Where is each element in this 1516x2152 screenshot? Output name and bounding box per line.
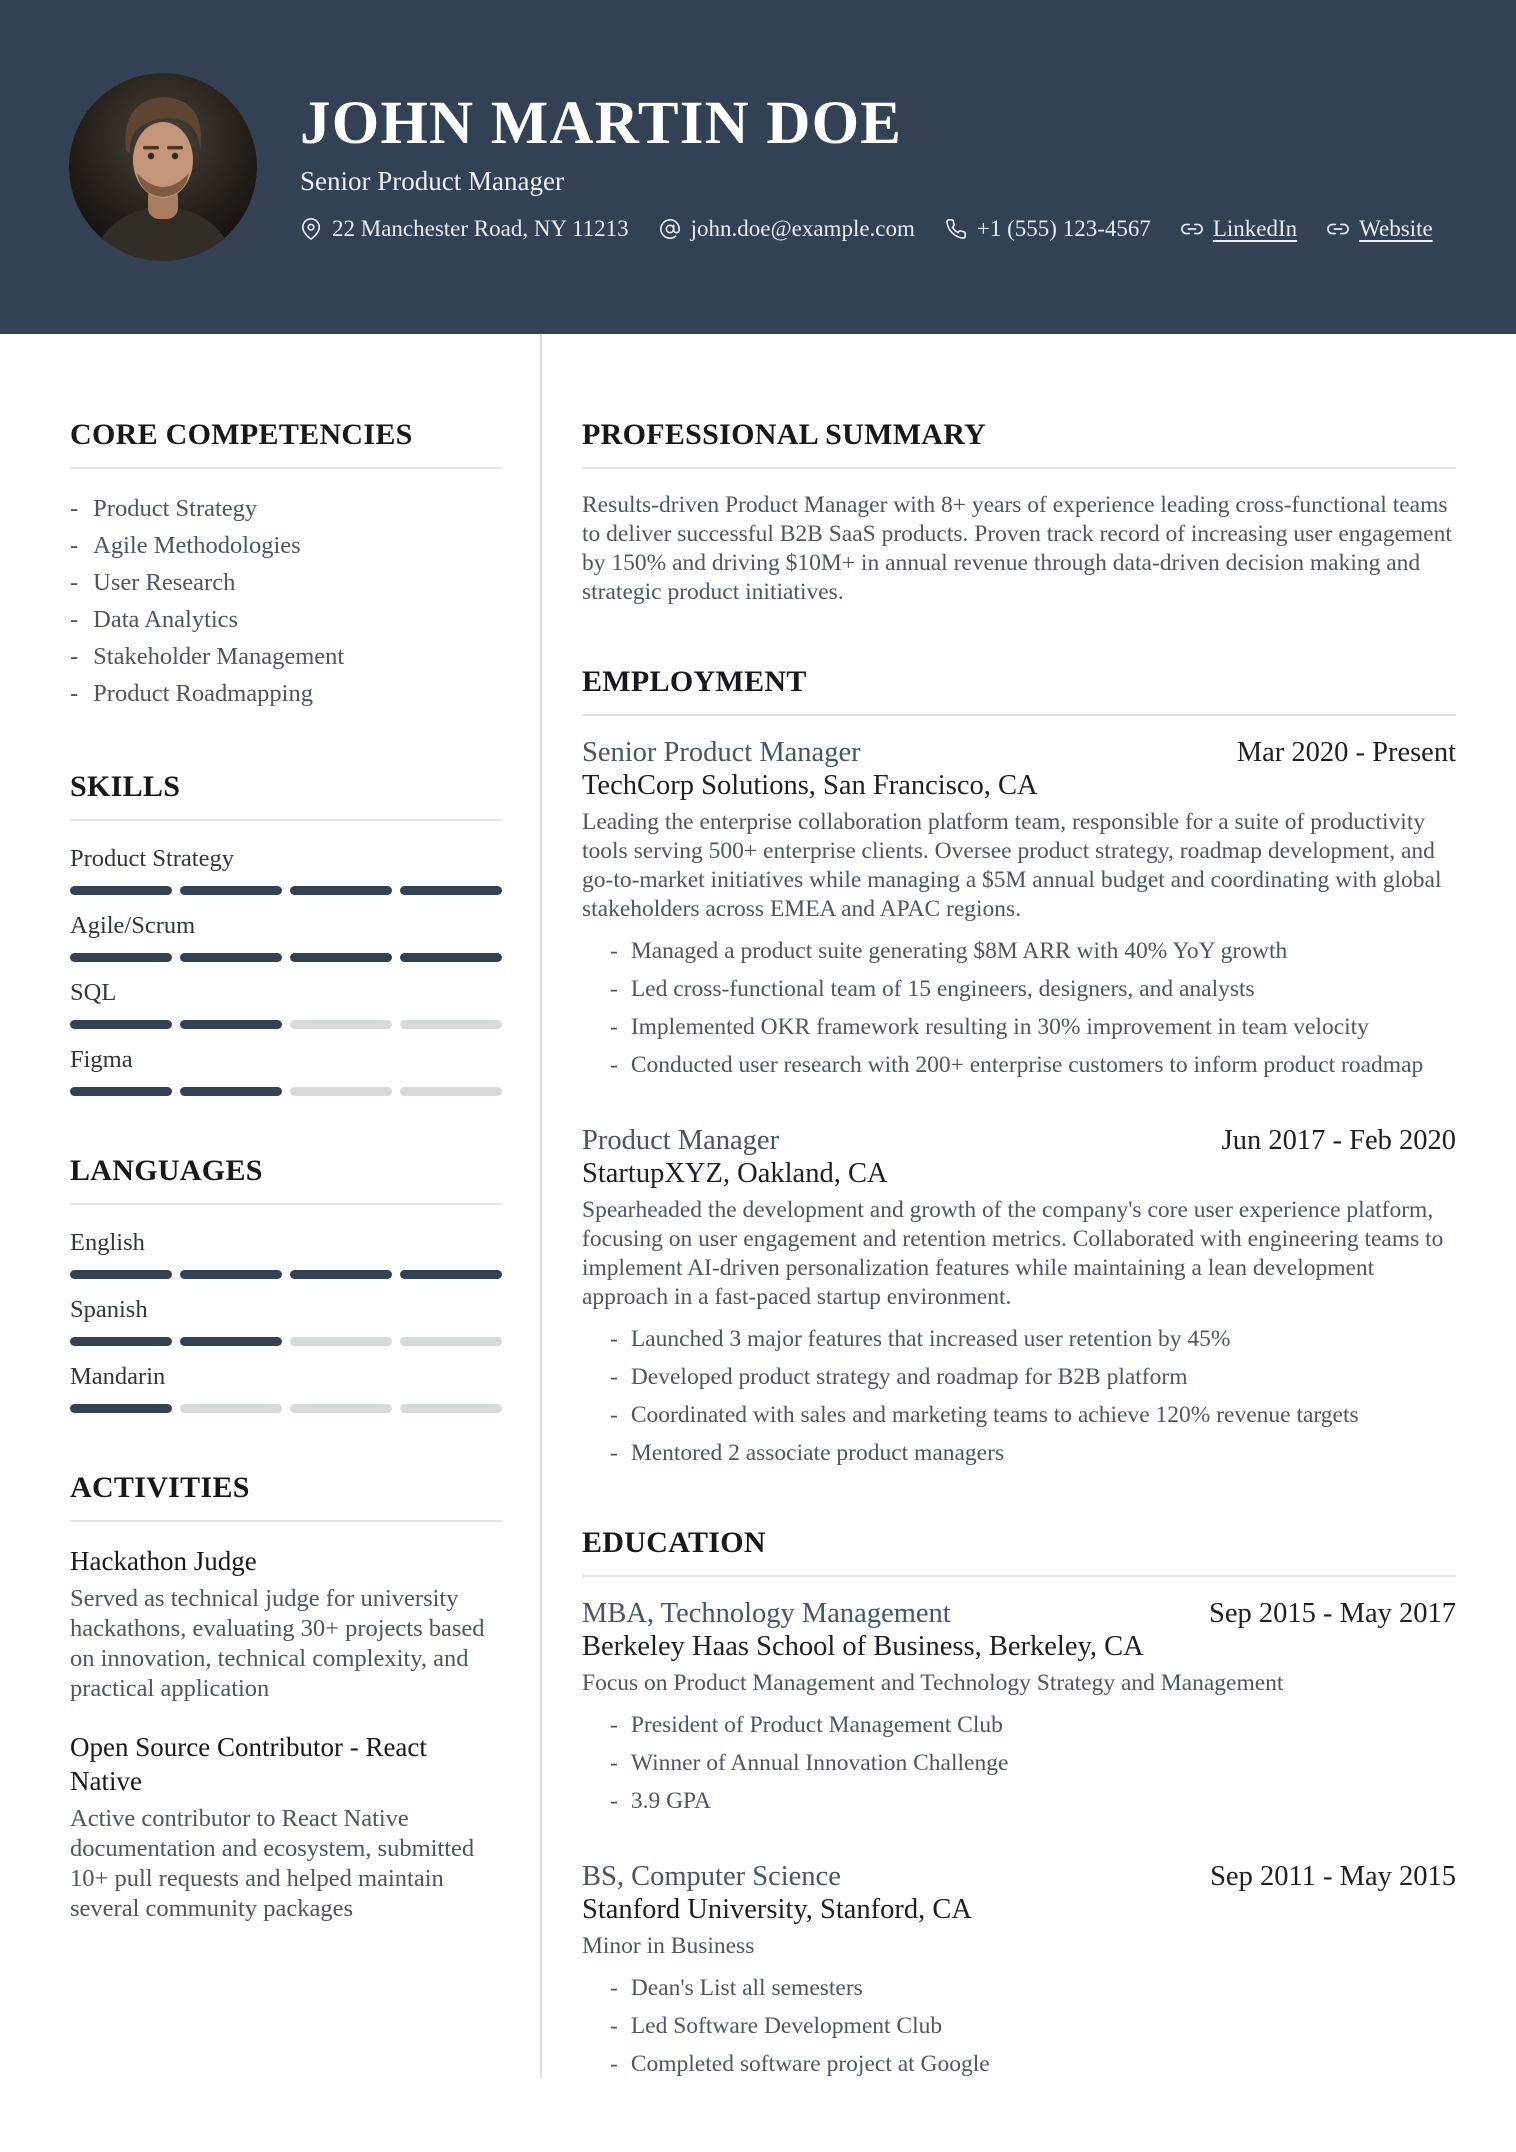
link-icon	[1327, 218, 1349, 240]
at-sign-icon	[659, 218, 681, 240]
education-entry-dates: Sep 2015 - May 2017	[1209, 1598, 1456, 1629]
level-segment	[400, 1270, 502, 1279]
resume-header	[0, 0, 1516, 334]
languages-list	[70, 1229, 502, 1413]
bullet-dash: -	[610, 1014, 618, 1040]
bullet-text: Launched 3 major features that increased user retention by 45%	[630, 1326, 1231, 1352]
professional-summary-text: Results-driven Product Manager with 8+ years of experience leading cross-functional teams to deliver successful B2B SaaS products. Proven track record of increasing user engagement by 150% and driving $10M+ in annual revenue through data-driven decision making and strategic product initiatives.	[582, 492, 1452, 605]
contact-item	[659, 216, 915, 242]
level-segment	[290, 1404, 392, 1413]
bullet-item	[610, 1013, 1456, 1042]
bullet-item	[610, 2012, 1456, 2041]
skill-row-label: Figma	[70, 1046, 133, 1073]
language-row	[70, 1296, 502, 1346]
employment-entry-title: Product Manager	[582, 1125, 780, 1156]
section-activities	[70, 1471, 502, 1924]
bullet-dash: -	[610, 1402, 618, 1428]
bullet-item	[610, 1749, 1456, 1778]
bullet-text: Dean's List all semesters	[630, 1975, 863, 2001]
competency-label: Product Roadmapping	[93, 680, 313, 707]
professional-summary-heading: PROFESSIONAL SUMMARY	[582, 418, 987, 451]
contact-link-website[interactable]	[1327, 216, 1433, 242]
heading-divider	[582, 714, 1456, 716]
entry-header	[582, 1124, 1456, 1157]
bullet-item	[610, 1363, 1456, 1392]
skills-list	[70, 845, 502, 1096]
employment-entry	[582, 736, 1456, 1080]
employment-entry-bullets	[582, 1325, 1456, 1468]
competency-label: User Research	[93, 569, 236, 596]
language-row	[70, 1363, 502, 1413]
bullet-text: Winner of Annual Innovation Challenge	[630, 1750, 1009, 1776]
employment-heading: EMPLOYMENT	[582, 665, 807, 698]
core-competencies-heading: CORE COMPETENCIES	[70, 418, 413, 451]
employment-entry-dates: Mar 2020 - Present	[1236, 737, 1456, 768]
profile-photo-illustration	[69, 73, 257, 261]
skill-row	[70, 1046, 502, 1096]
education-entry-organization: Stanford University, Stanford, CA	[582, 1894, 972, 1925]
employment-entry-organization: TechCorp Solutions, San Francisco, CA	[582, 770, 1038, 801]
education-entry-bullets	[582, 1711, 1456, 1816]
bullet-text: Managed a product suite generating $8M ARR with 40% YoY growth	[630, 938, 1288, 964]
heading-divider	[70, 819, 502, 821]
employment-entry-bullets	[582, 937, 1456, 1080]
section-education	[582, 1526, 1456, 2079]
bullet-text: Led cross-functional team of 15 engineers, designers, and analysts	[630, 976, 1255, 1002]
bullet-dash: -	[610, 938, 618, 964]
competency-item	[70, 490, 502, 527]
education-entry	[582, 1597, 1456, 1816]
level-segment	[70, 1087, 172, 1096]
bullet-item	[610, 2050, 1456, 2079]
bullet-text: Completed software project at Google	[630, 2051, 990, 2077]
bullet-dash: -	[610, 1712, 618, 1738]
education-entry-description: Minor in Business	[582, 1933, 755, 1959]
bullet-dash: -	[610, 1750, 618, 1776]
language-row-label: Spanish	[70, 1296, 148, 1323]
level-segment	[290, 886, 392, 895]
section-skills	[70, 770, 502, 1096]
link-icon	[1181, 218, 1203, 240]
level-segment	[180, 953, 282, 962]
entry-header	[582, 1597, 1456, 1630]
competency-label: Agile Methodologies	[93, 532, 301, 559]
level-bar	[70, 1020, 502, 1029]
level-segment	[290, 1337, 392, 1346]
contact-text: LinkedIn	[1212, 215, 1298, 241]
bullet-item	[610, 1401, 1456, 1430]
education-entries	[582, 1597, 1456, 2079]
heading-divider	[70, 1203, 502, 1205]
bullet-dash: -	[610, 2013, 618, 2039]
level-bar	[70, 886, 502, 895]
level-segment	[180, 886, 282, 895]
bullet-text: President of Product Management Club	[630, 1712, 1003, 1738]
level-segment	[70, 1404, 172, 1413]
heading-divider	[582, 467, 1456, 469]
bullet-item	[610, 937, 1456, 966]
contact-link-linkedin[interactable]	[1181, 216, 1297, 242]
level-segment	[180, 1337, 282, 1346]
competency-item	[70, 601, 502, 638]
person-name: JOHN MARTIN DOE	[300, 90, 903, 158]
left-column	[0, 334, 542, 2152]
employment-entries	[582, 736, 1456, 1468]
employment-entry-dates: Jun 2017 - Feb 2020	[1221, 1125, 1456, 1156]
employment-entry-description: Leading the enterprise collaboration platform team, responsible for a suite of productivity tools serving 500+ enterprise clients. Oversee product strategy, roadmap development, and go-to-market initiatives while managing a $5M annual budget and coordinating with global stakeholders across EMEA and APAC regions.	[582, 809, 1442, 922]
bullet-text: Led Software Development Club	[630, 2013, 943, 2039]
bullet-dash: -	[610, 1788, 618, 1814]
bullet-dash: -	[70, 532, 79, 559]
bullet-item	[610, 975, 1456, 1004]
bullet-item	[610, 1439, 1456, 1468]
level-segment	[70, 1270, 172, 1279]
bullet-dash: -	[610, 1364, 618, 1390]
level-segment	[290, 1087, 392, 1096]
education-heading: EDUCATION	[582, 1526, 766, 1559]
contact-item	[300, 216, 629, 242]
level-segment	[400, 886, 502, 895]
level-segment	[400, 1087, 502, 1096]
bullet-dash: -	[610, 1326, 618, 1352]
level-segment	[400, 1404, 502, 1413]
competency-item	[70, 564, 502, 601]
person-job-title: Senior Product Manager	[300, 165, 564, 196]
competency-label: Data Analytics	[93, 606, 239, 633]
bullet-dash: -	[610, 1440, 618, 1466]
level-segment	[400, 1337, 502, 1346]
activity-description: Active contributor to React Native documentation and ecosystem, submitted 10+ pull requests and helped maintain several community packages	[70, 1805, 475, 1922]
level-segment	[70, 1337, 172, 1346]
level-bar	[70, 1087, 502, 1096]
employment-entry-description: Spearheaded the development and growth of the company's core user experience platform, focusing on user engagement and retention metrics. Collaborated with engineering teams to implement AI-driven personalization features while maintaining a lean development approach in a fast-paced startup environment.	[582, 1197, 1444, 1310]
employment-entry	[582, 1124, 1456, 1468]
language-row	[70, 1229, 502, 1279]
level-segment	[70, 886, 172, 895]
activity-title: Open Source Contributor - React Native	[70, 1732, 427, 1796]
bullet-item	[610, 1051, 1456, 1080]
bullet-dash: -	[70, 606, 79, 633]
level-segment	[70, 1020, 172, 1029]
education-entry-title: BS, Computer Science	[582, 1861, 841, 1892]
contact-text: 22 Manchester Road, NY 11213	[332, 215, 629, 241]
skill-row-label: SQL	[70, 979, 117, 1006]
section-core-competencies	[70, 418, 502, 712]
education-entry-organization: Berkeley Haas School of Business, Berkeley, CA	[582, 1631, 1144, 1662]
languages-heading: LANGUAGES	[70, 1154, 263, 1187]
bullet-item	[610, 1325, 1456, 1354]
skill-row	[70, 912, 502, 962]
heading-divider	[582, 1575, 1456, 1577]
contact-text: Website	[1359, 215, 1433, 241]
level-segment	[180, 1020, 282, 1029]
bullet-text: Developed product strategy and roadmap for B2B platform	[630, 1364, 1188, 1390]
language-row-label: English	[70, 1229, 145, 1256]
bullet-dash: -	[70, 643, 79, 670]
header-info	[300, 92, 1456, 241]
skill-row-label: Agile/Scrum	[70, 912, 196, 939]
competency-item	[70, 527, 502, 564]
bullet-dash: -	[610, 1975, 618, 2001]
level-bar	[70, 1270, 502, 1279]
level-segment	[180, 1270, 282, 1279]
contact-text: john.doe@example.com	[690, 215, 915, 241]
bullet-dash: -	[610, 1052, 618, 1078]
level-segment	[400, 953, 502, 962]
competency-label: Stakeholder Management	[93, 643, 345, 670]
activities-heading: ACTIVITIES	[70, 1471, 250, 1504]
bullet-item	[610, 1974, 1456, 2003]
heading-divider	[70, 467, 502, 469]
bullet-dash: -	[70, 569, 79, 596]
level-segment	[180, 1087, 282, 1096]
education-entry-title: MBA, Technology Management	[582, 1598, 951, 1629]
bullet-text: 3.9 GPA	[630, 1788, 711, 1814]
bullet-text: Implemented OKR framework resulting in 30% improvement in team velocity	[630, 1014, 1369, 1040]
right-column	[542, 334, 1516, 2152]
location-pin-icon	[300, 218, 322, 240]
education-entry-bullets	[582, 1974, 1456, 2079]
level-bar	[70, 1337, 502, 1346]
activity-item	[70, 1730, 502, 1924]
activity-description: Served as technical judge for university hackathons, evaluating 30+ projects based on innovation, technical complexity, and practical application	[70, 1585, 485, 1702]
bullet-dash: -	[610, 976, 618, 1002]
core-competencies-list	[70, 490, 502, 712]
skill-row-label: Product Strategy	[70, 845, 234, 872]
employment-entry-title: Senior Product Manager	[582, 737, 861, 768]
section-employment	[582, 665, 1456, 1468]
bullet-item	[610, 1787, 1456, 1816]
bullet-text: Conducted user research with 200+ enterprise customers to inform product roadmap	[630, 1052, 1424, 1078]
language-row-label: Mandarin	[70, 1363, 166, 1390]
level-segment	[290, 953, 392, 962]
skill-row	[70, 845, 502, 895]
activity-title: Hackathon Judge	[70, 1546, 257, 1576]
bullet-item	[610, 1711, 1456, 1740]
competency-item	[70, 638, 502, 675]
competency-label: Product Strategy	[93, 495, 258, 522]
level-segment	[290, 1270, 392, 1279]
activity-item	[70, 1544, 502, 1704]
section-professional-summary	[582, 418, 1456, 607]
level-bar	[70, 1404, 502, 1413]
profile-photo	[69, 73, 257, 261]
bullet-dash: -	[70, 680, 79, 707]
level-bar	[70, 953, 502, 962]
education-entry-description: Focus on Product Management and Technology Strategy and Management	[582, 1670, 1284, 1696]
bullet-text: Mentored 2 associate product managers	[630, 1440, 1005, 1466]
section-languages	[70, 1154, 502, 1413]
bullet-dash: -	[70, 495, 79, 522]
contact-item	[945, 216, 1151, 242]
level-segment	[180, 1404, 282, 1413]
education-entry-dates: Sep 2011 - May 2015	[1210, 1861, 1456, 1892]
contact-text: +1 (555) 123-4567	[976, 215, 1151, 241]
level-segment	[290, 1020, 392, 1029]
employment-entry-organization: StartupXYZ, Oakland, CA	[582, 1158, 888, 1189]
bullet-text: Coordinated with sales and marketing teams to achieve 120% revenue targets	[630, 1402, 1359, 1428]
skill-row	[70, 979, 502, 1029]
entry-header	[582, 1860, 1456, 1893]
activities-list	[70, 1544, 502, 1924]
level-segment	[70, 953, 172, 962]
entry-header	[582, 736, 1456, 769]
phone-icon	[945, 218, 967, 240]
competency-item	[70, 675, 502, 712]
bullet-dash: -	[610, 2051, 618, 2077]
level-segment	[400, 1020, 502, 1029]
education-entry	[582, 1860, 1456, 2079]
resume-body	[0, 334, 1516, 2152]
contact-list	[300, 216, 1450, 242]
skills-heading: SKILLS	[70, 770, 181, 803]
heading-divider	[70, 1520, 502, 1522]
